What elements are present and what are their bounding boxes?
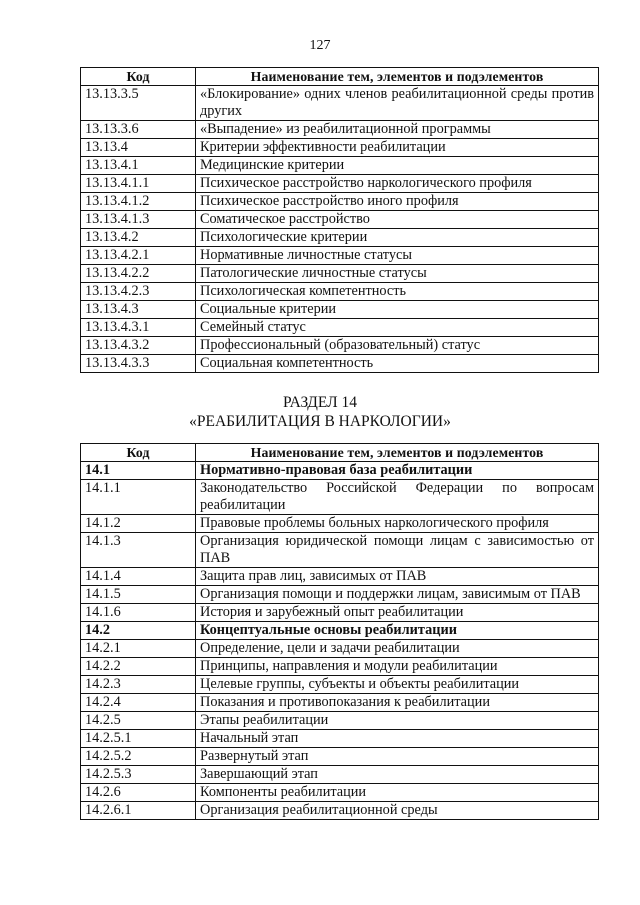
row-name: Законодательство Российской Федерации по вопросам реабилитации xyxy=(196,480,599,515)
row-code: 13.13.4.1.3 xyxy=(81,211,196,229)
column-header-name: Наименование тем, элементов и подэлементов xyxy=(196,444,599,462)
table-row xyxy=(81,676,599,694)
row-code: 13.13.4.2.1 xyxy=(81,247,196,265)
row-code: 13.13.4.3.2 xyxy=(81,337,196,355)
table-row xyxy=(81,283,599,301)
row-name: Социальная компетентность xyxy=(196,355,599,373)
row-code: 13.13.4.3.3 xyxy=(81,355,196,373)
table-row xyxy=(81,568,599,586)
row-code: 14.2 xyxy=(81,622,196,640)
row-name: Развернутый этап xyxy=(196,748,599,766)
row-code: 14.1.6 xyxy=(81,604,196,622)
table-row xyxy=(81,622,599,640)
row-code: 14.2.6.1 xyxy=(81,802,196,820)
row-code: 13.13.4.1.2 xyxy=(81,193,196,211)
row-code: 13.13.4.2.3 xyxy=(81,283,196,301)
row-code: 14.1 xyxy=(81,462,196,480)
row-name: Организация юридической помощи лицам с зависимостью от ПАВ xyxy=(196,533,599,568)
row-name: Правовые проблемы больных наркологического профиля xyxy=(196,515,599,533)
table-row xyxy=(81,193,599,211)
section-heading xyxy=(0,393,640,431)
table-header-row xyxy=(81,444,599,462)
row-name: Показания и противопоказания к реабилитации xyxy=(196,694,599,712)
row-name: История и зарубежный опыт реабилитации xyxy=(196,604,599,622)
row-name: Патологические личностные статусы xyxy=(196,265,599,283)
table-row xyxy=(81,319,599,337)
row-code: 14.2.4 xyxy=(81,694,196,712)
row-name: Профессиональный (образовательный) статус xyxy=(196,337,599,355)
row-name: Медицинские критерии xyxy=(196,157,599,175)
table-row xyxy=(81,211,599,229)
row-code: 14.2.1 xyxy=(81,640,196,658)
row-code: 14.1.3 xyxy=(81,533,196,568)
row-name: Защита прав лиц, зависимых от ПАВ xyxy=(196,568,599,586)
row-name: Психологическая компетентность xyxy=(196,283,599,301)
row-code: 13.13.4.2 xyxy=(81,229,196,247)
row-name: Психическое расстройство иного профиля xyxy=(196,193,599,211)
row-code: 13.13.4 xyxy=(81,139,196,157)
row-name: Начальный этап xyxy=(196,730,599,748)
row-name: Соматическое расстройство xyxy=(196,211,599,229)
codes-table-section-14 xyxy=(80,443,599,820)
table-row xyxy=(81,784,599,802)
row-name: Организация помощи и поддержки лицам, зависимым от ПАВ xyxy=(196,586,599,604)
table-row xyxy=(81,766,599,784)
table-row xyxy=(81,658,599,676)
table-row xyxy=(81,175,599,193)
row-code: 14.2.5.3 xyxy=(81,766,196,784)
table-row xyxy=(81,229,599,247)
row-name: Определение, цели и задачи реабилитации xyxy=(196,640,599,658)
table-row xyxy=(81,121,599,139)
row-code: 13.13.3.5 xyxy=(81,86,196,121)
row-code: 14.2.5.1 xyxy=(81,730,196,748)
row-name: «Блокирование» одних членов реабилитационной среды против других xyxy=(196,86,599,121)
column-header-code: Код xyxy=(81,444,196,462)
table-row xyxy=(81,265,599,283)
table-row xyxy=(81,604,599,622)
table-row xyxy=(81,139,599,157)
table-row xyxy=(81,748,599,766)
table-row xyxy=(81,301,599,319)
row-name: Социальные критерии xyxy=(196,301,599,319)
row-code: 13.13.3.6 xyxy=(81,121,196,139)
table-row xyxy=(81,247,599,265)
row-code: 14.2.2 xyxy=(81,658,196,676)
table-row xyxy=(81,640,599,658)
table-row xyxy=(81,586,599,604)
column-header-name: Наименование тем, элементов и подэлементов xyxy=(196,68,599,86)
row-name: Психическое расстройство наркологического профиля xyxy=(196,175,599,193)
row-code: 14.1.2 xyxy=(81,515,196,533)
row-code: 14.1.5 xyxy=(81,586,196,604)
section-number: РАЗДЕЛ 14 xyxy=(283,394,357,411)
row-name: Семейный статус xyxy=(196,319,599,337)
page-number: 127 xyxy=(309,38,331,53)
table-row xyxy=(81,86,599,121)
table-row xyxy=(81,462,599,480)
row-code: 13.13.4.3 xyxy=(81,301,196,319)
table-row xyxy=(81,337,599,355)
row-code: 14.2.6 xyxy=(81,784,196,802)
row-name: Этапы реабилитации xyxy=(196,712,599,730)
row-name: Целевые группы, субъекты и объекты реабилитации xyxy=(196,676,599,694)
row-code: 14.2.5.2 xyxy=(81,748,196,766)
codes-table-section-13 xyxy=(80,67,599,373)
row-name: Завершающий этап xyxy=(196,766,599,784)
row-code: 13.13.4.1.1 xyxy=(81,175,196,193)
table-row xyxy=(81,355,599,373)
row-code: 14.2.3 xyxy=(81,676,196,694)
row-code: 13.13.4.1 xyxy=(81,157,196,175)
table-row xyxy=(81,533,599,568)
section-title: «РЕАБИЛИТАЦИЯ В НАРКОЛОГИИ» xyxy=(189,413,451,430)
table-row xyxy=(81,694,599,712)
row-code: 14.2.5 xyxy=(81,712,196,730)
row-code: 14.1.4 xyxy=(81,568,196,586)
table-row xyxy=(81,730,599,748)
table-row xyxy=(81,480,599,515)
row-name: Концептуальные основы реабилитации xyxy=(196,622,599,640)
column-header-code: Код xyxy=(81,68,196,86)
table-header-row xyxy=(81,68,599,86)
row-code: 13.13.4.2.2 xyxy=(81,265,196,283)
row-code: 14.1.1 xyxy=(81,480,196,515)
row-name: Принципы, направления и модули реабилитации xyxy=(196,658,599,676)
row-name: «Выпадение» из реабилитационной программы xyxy=(196,121,599,139)
table-row xyxy=(81,515,599,533)
table-row xyxy=(81,157,599,175)
table-row xyxy=(81,712,599,730)
row-name: Нормативно-правовая база реабилитации xyxy=(196,462,599,480)
row-name: Организация реабилитационной среды xyxy=(196,802,599,820)
row-name: Нормативные личностные статусы xyxy=(196,247,599,265)
row-name: Психологические критерии xyxy=(196,229,599,247)
row-code: 13.13.4.3.1 xyxy=(81,319,196,337)
row-name: Критерии эффективности реабилитации xyxy=(196,139,599,157)
table-row xyxy=(81,802,599,820)
row-name: Компоненты реабилитации xyxy=(196,784,599,802)
